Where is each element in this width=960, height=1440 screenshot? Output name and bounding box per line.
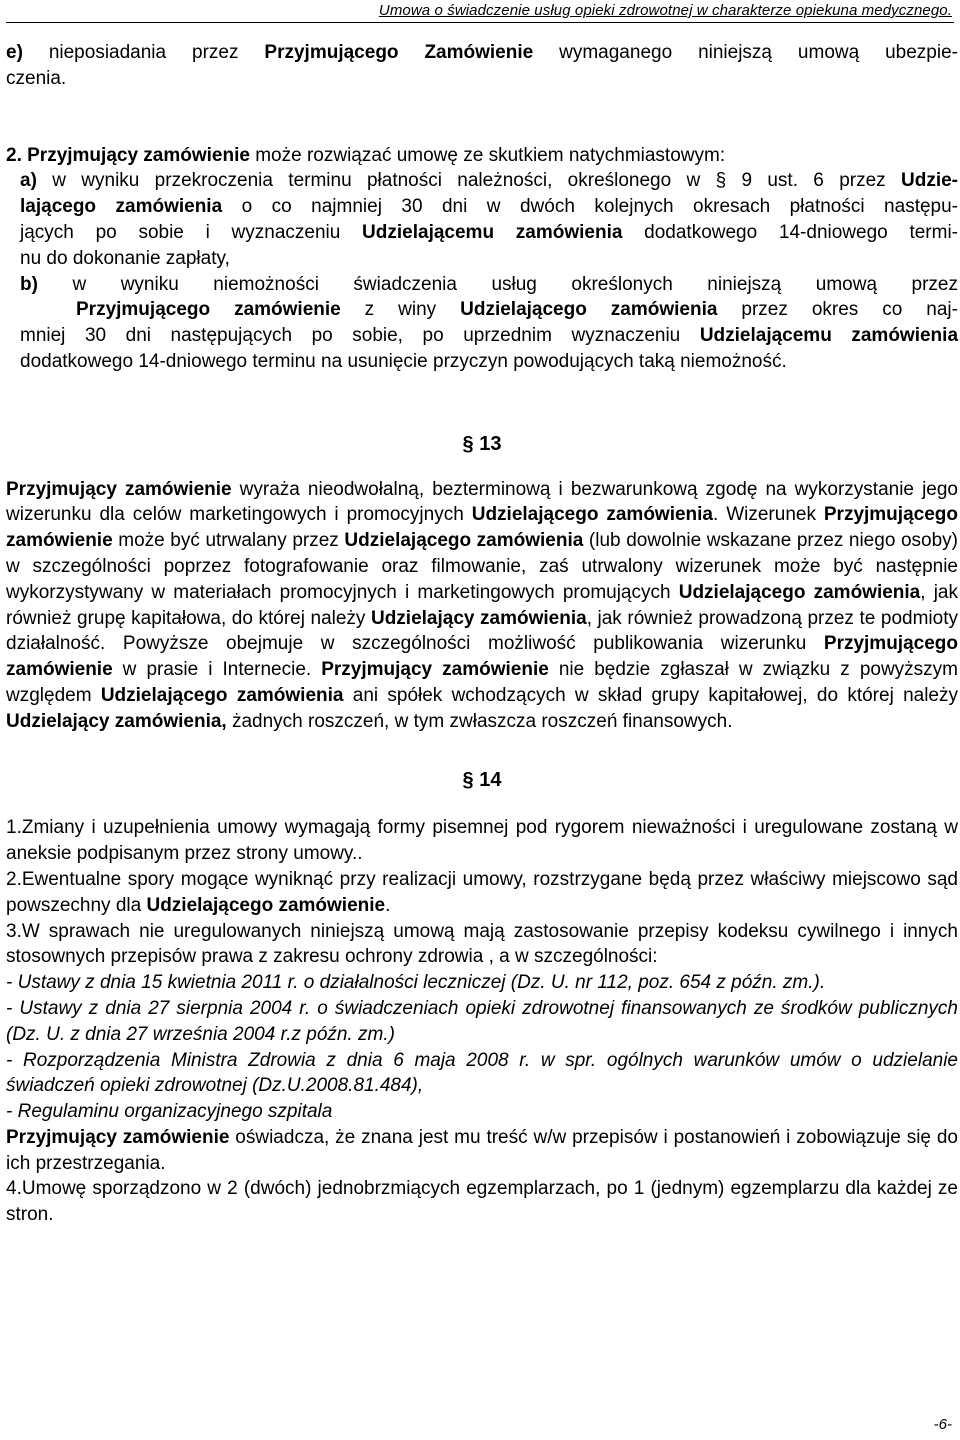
section-14-declaration: Przyjmujący zamówienie oświadcza, że znana jest mu treść w/w przepisów i postanowień i zobowiązuje się do ich przestrzegania. (6, 1126, 958, 1174)
law-item-2: - Ustawy z dnia 27 sierpnia 2004 r. o świadczeniach opieki zdrowotnej finansowanych ze środków publicznych (Dz. U. z dnia 27 września 2004 r.z późn. zm.) (6, 997, 958, 1045)
header-rule (6, 22, 954, 23)
clause-b-line2: Przyjmującego zamówienie z winy Udzielającego zamówienia przez okres co naj- (76, 299, 958, 321)
clause-b-line4: dodatkowego 14-dniowego terminu na usunięcie przyczyn powodujących taką niemożność. (20, 350, 787, 372)
section-13-body: Przyjmujący zamówienie wyraża nieodwołalną, bezterminową i bezwarunkową zgodę na wykorzystanie jego wizerunku dla celów marketingowych i promocyjnych Udzielającego zamówienia. Wizerunek Przyjmującego zamówienie może być utrwalany przez Udzielającego zamówienia (lub dowolnie wskazane przez niego osoby) w szczególności poprzez fotografowanie oraz filmowanie, zaś utrwalony wizerunek może być następnie wykorzystywany w materiałach promocyjnych i marketingowych promujących Udzielającego zamówienia, jak również grupę kapitałowa, do której należy Udzielający zamówienia, jak również prowadzoną przez te podmioty działalność. Powyższe obejmuje w szczególności możliwość publikowania wizerunku Przyjmującego zamówienie w prasie i Internecie. Przyjmujący zamówienie nie będzie zgłaszał w związku z powyższym względem Udzielającego zamówienia ani spółek wchodzących w skład grupy kapitałowej, do której należy Udzielający zamówienia, żadnych roszczeń, w tym zwłaszcza roszczeń finansowych. (6, 478, 958, 732)
law-item-4: - Regulaminu organizacyjnego szpitala (6, 1101, 333, 1123)
section-14-paragraph-4: 4.Umowę sporządzono w 2 (dwóch) jednobrzmiących egzemplarzach, po 1 (jednym) egzemplarzu dla każdej ze stron. (6, 1178, 958, 1226)
section-14-paragraph-3: 3.W sprawach nie uregulowanych niniejszą umową mają zastosowanie przepisy kodeksu cywilnego i innych stosownych przepisów prawa z zakresu ochrony zdrowia , a w szczególności: (6, 920, 958, 968)
clause-e-line1: e) nieposiadania przez Przyjmującego Zamówienie wymaganego niniejszą umową ubezpie- (6, 42, 958, 63)
section-14-paragraph-2: 2.Ewentualne spory mogące wyniknąć przy realizacji umowy, rozstrzygane będą przez właściwy miejscowo sąd powszechny dla Udzielającego zamówienie. (6, 868, 958, 916)
document-title: Umowa o świadczenie usług opieki zdrowotnej w charakterze opiekuna medycznego. (378, 2, 952, 19)
section-14-title: § 14 (462, 768, 502, 791)
clause-a-line2: lającego zamówienia o co najmniej 30 dni w dwóch kolejnych okresach płatności następu- (20, 196, 959, 218)
clause-b-line1: b) w wyniku niemożności świadczenia usług określonych niniejszą umową przez (20, 273, 958, 295)
clause-a-line4: nu do dokonanie zapłaty, (20, 247, 230, 269)
page-header (0, 0, 960, 24)
clause-a-line3: jących po sobie i wyznaczeniu Udzielającemu zamówienia dodatkowego 14-dniowego termi- (20, 221, 958, 243)
law-item-1: - Ustawy z dnia 15 kwietnia 2011 r. o działalności leczniczej (Dz. U. nr 112, poz. 654 z późn. zm.). (6, 972, 826, 994)
section-14-paragraph-1: 1.Zmiany i uzupełnienia umowy wymagają formy pisemnej pod rygorem nieważności i uregulowane zostaną w aneksie podpisanym przez strony umowy.. (6, 817, 958, 865)
clause-b-line3: mniej 30 dni następujących po sobie, po uprzednim wyznaczeniu Udzielającemu zamówienia (20, 325, 959, 347)
clause-a-line1: a) w wyniku przekroczenia terminu płatności należności, określonego w § 9 ust. 6 przez Udzie- (20, 170, 958, 192)
document-body (6, 40, 958, 1228)
law-item-3: - Rozporządzenia Ministra Zdrowia z dnia 6 maja 2008 r. w spr. ogólnych warunków umów o udzielanie świadczeń opieki zdrowotnej (Dz.U.2008.81.484), (6, 1049, 958, 1097)
paragraph-2: 2. Przyjmujący zamówienie może rozwiązać umowę ze skutkiem natychmiastowym: (6, 144, 726, 166)
clause-e-line2: czenia. (6, 67, 67, 89)
section-13-title: § 13 (462, 432, 502, 455)
page-number: -6- (933, 1416, 952, 1433)
